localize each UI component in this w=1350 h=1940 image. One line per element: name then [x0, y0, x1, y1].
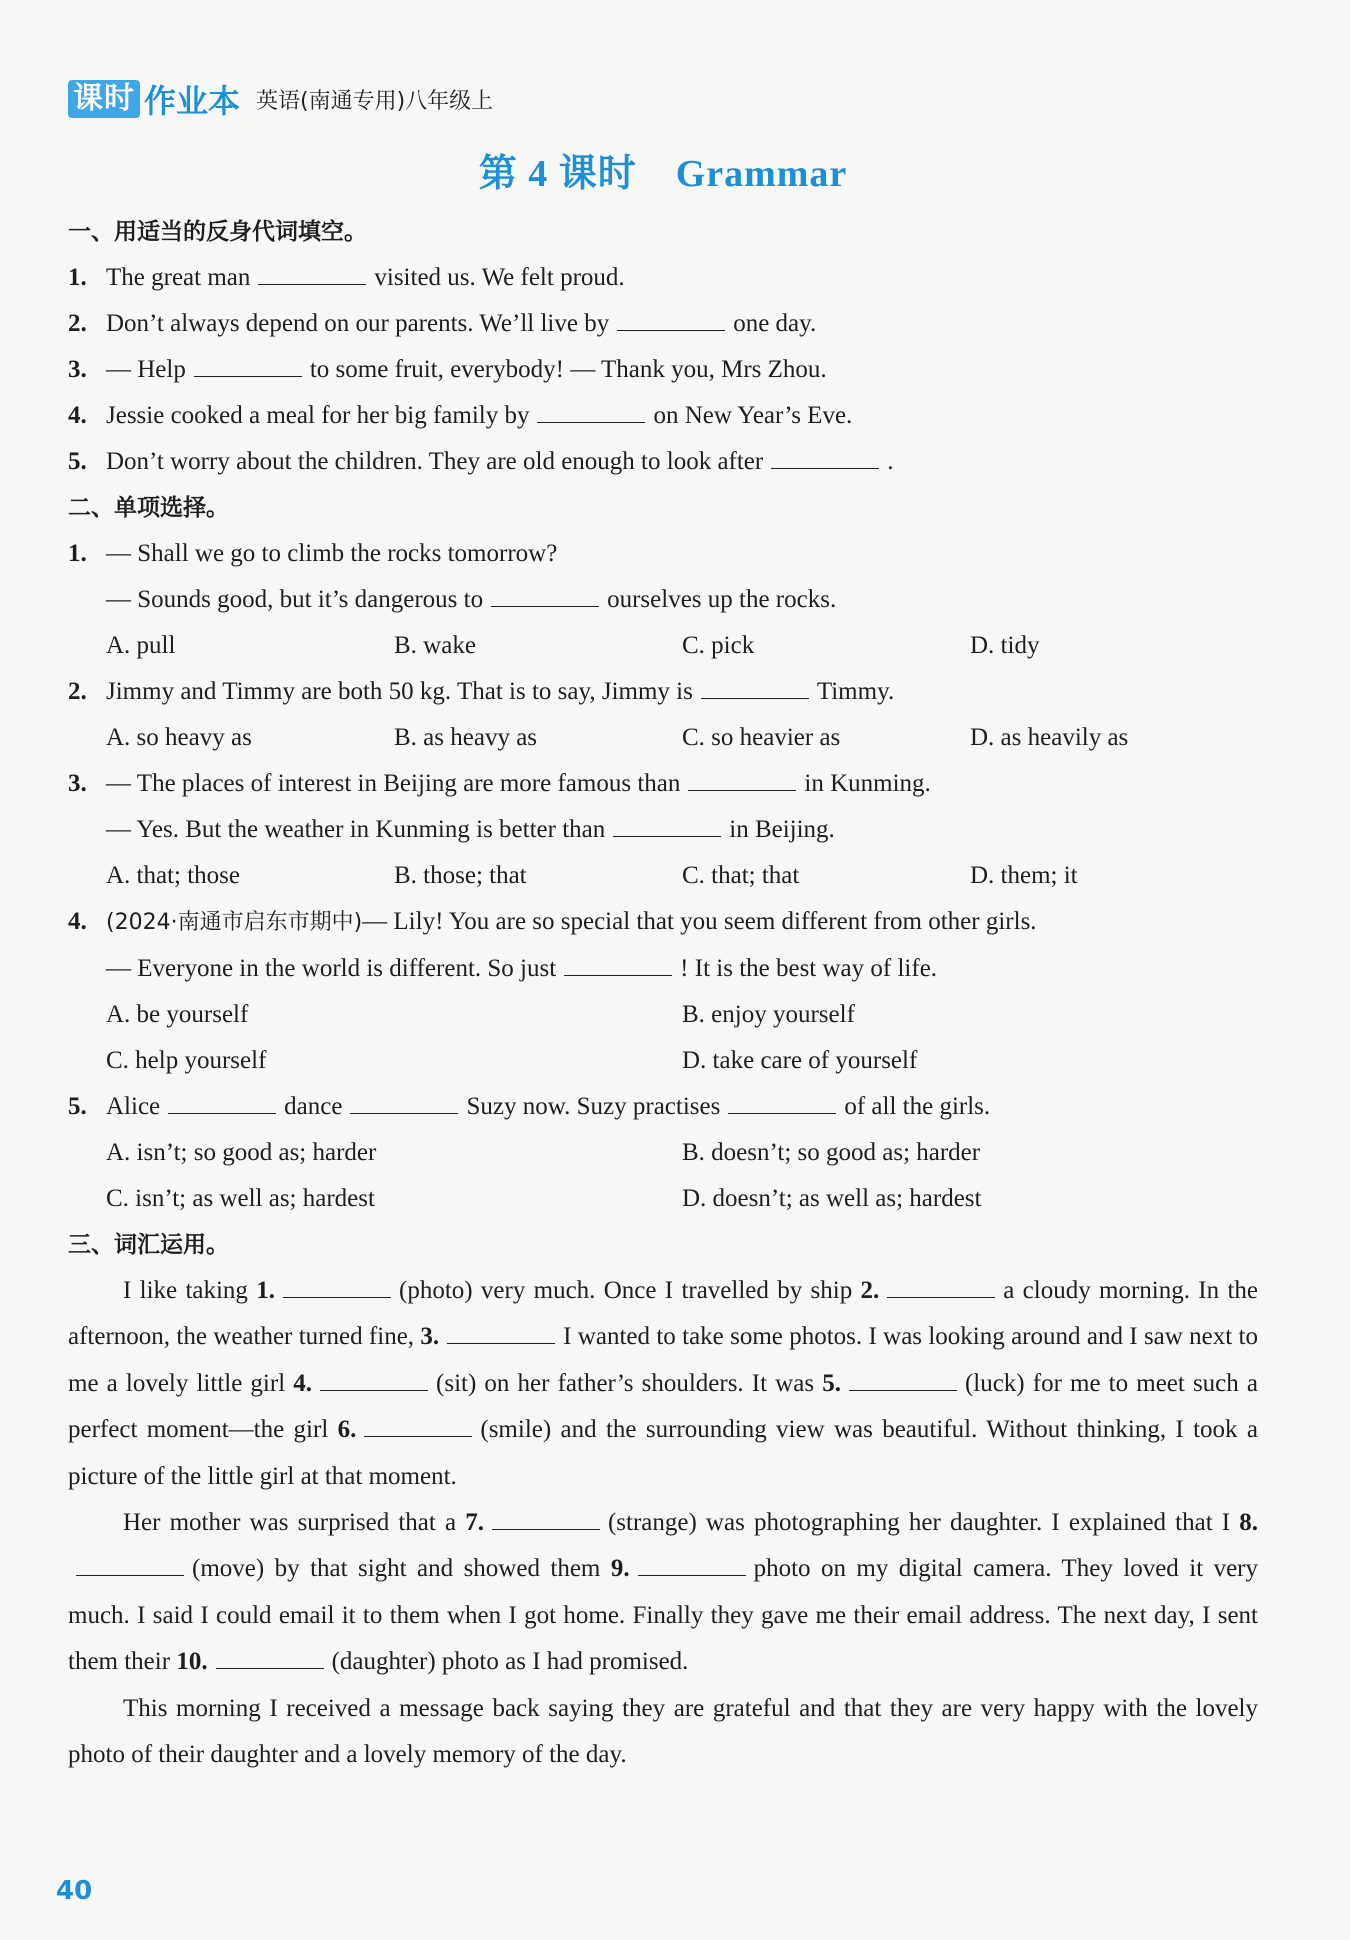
section-1-title: 一、用适当的反身代词填空。 [68, 219, 367, 245]
option-c[interactable]: C. isn’t; as well as; hardest [106, 1185, 375, 1212]
book-info: 英语(南通专用)八年级上 [256, 88, 494, 114]
s2-question-3: 3. — The places of interest in Beijing are more famous than in Kunming. [68, 761, 1258, 807]
s2-q4-options-row2 [68, 1038, 1258, 1084]
answer-blank[interactable] [617, 306, 725, 331]
option-c[interactable]: C. help yourself [106, 1047, 267, 1074]
answer-blank[interactable] [447, 1319, 555, 1344]
answer-blank[interactable] [492, 1505, 600, 1530]
option-c[interactable]: C. pick [682, 632, 755, 659]
option-a[interactable]: A. pull [106, 632, 176, 659]
page-number: 40 [56, 1876, 93, 1906]
option-d[interactable]: D. take care of yourself [682, 1047, 918, 1074]
option-d[interactable]: D. doesn’t; as well as; hardest [682, 1185, 982, 1212]
answer-blank[interactable] [564, 951, 672, 976]
option-a[interactable]: A. isn’t; so good as; harder [106, 1139, 377, 1166]
answer-blank[interactable] [491, 582, 599, 607]
answer-blank[interactable] [364, 1412, 472, 1437]
answer-blank[interactable] [283, 1273, 391, 1298]
option-b[interactable]: B. those; that [394, 862, 527, 889]
section-3-title: 三、词汇运用。 [68, 1232, 229, 1258]
s2-q4-options-row1 [68, 992, 1258, 1038]
answer-blank[interactable] [194, 352, 302, 377]
lesson-title: 第 4 课时 Grammar [478, 153, 848, 195]
answer-blank[interactable] [537, 398, 645, 423]
s2-q1-options [68, 623, 1258, 669]
s2-question-4: 4. (2024·南通市启东市期中)— Lily! You are so special that you seem different from other girls. [68, 908, 1037, 935]
option-b[interactable]: B. as heavy as [394, 724, 538, 751]
s1-question-3: 3. — Help to some fruit, everybody! — Thank you, Mrs Zhou. [68, 347, 1258, 393]
option-a[interactable]: A. be yourself [106, 1001, 249, 1028]
answer-blank[interactable] [613, 812, 721, 837]
brand-logo: 课时 [68, 80, 140, 118]
passage-paragraph-2: Her mother was surprised that a 7. (strange) was photographing her daughter. I explained that I 8.(move) by that sight and showed them 9. photo on my digital camera. They loved it very much. I said I could email it to them when I got home. Finally they gave me their email address. The next day, I sent them their 10. (daughter) photo as I had promised. [68, 1500, 1258, 1686]
s2-question-5: 5. Alice dance Suzy now. Suzy practises of all the girls. [68, 1084, 1258, 1130]
answer-blank[interactable] [728, 1089, 836, 1114]
s2-q5-options-row2 [68, 1176, 1258, 1222]
question-source: (2024·南通市启东市期中) [106, 910, 363, 935]
option-a[interactable]: A. that; those [106, 862, 241, 889]
option-b[interactable]: B. enjoy yourself [682, 1001, 855, 1028]
s2-question-1: 1. — Shall we go to climb the rocks tomorrow? [68, 540, 558, 567]
answer-blank[interactable] [258, 260, 366, 285]
option-c[interactable]: C. that; that [682, 862, 800, 889]
s1-question-4: 4. Jessie cooked a meal for her big family by on New Year’s Eve. [68, 393, 1258, 439]
s2-q3-options [68, 853, 1258, 899]
s1-question-5: 5. Don’t worry about the children. They are old enough to look after . [68, 439, 1258, 485]
option-a[interactable]: A. so heavy as [106, 724, 252, 751]
answer-blank[interactable] [771, 444, 879, 469]
option-d[interactable]: D. as heavily as [970, 724, 1129, 751]
answer-blank[interactable] [849, 1366, 957, 1391]
answer-blank[interactable] [320, 1366, 428, 1391]
answer-blank[interactable] [216, 1644, 324, 1669]
s1-question-1: 1. The great man visited us. We felt proud. [68, 255, 1258, 301]
option-b[interactable]: B. wake [394, 632, 476, 659]
option-d[interactable]: D. them; it [970, 862, 1078, 889]
answer-blank[interactable] [638, 1551, 746, 1576]
option-d[interactable]: D. tidy [970, 632, 1040, 659]
answer-blank[interactable] [76, 1551, 184, 1576]
worksheet-page: 课时 作业本 英语(南通专用)八年级上 第 4 课时 Grammar 一、用适当的反身代词填空。 1. The great man visited us. We felt proud. 2. Don’t always depend on our parents. We’ll live by one day. 3. — Help to some fruit, everybody! — Thank you, Mrs Zhou. 4. Jessie cooked a meal for her big family by on New Year’s Eve. 5. Don’t worry about the children. They are old enough to look after . 二、单项选择。 1. — Shall we go to climb the rocks tomorrow? — Sounds good, but it’s dangerous to ourselves up the rocks. A. pull B. wake C. pick D. tidy 2. Jimmy and Timmy are both 50 kg. That is to say, Jimmy is Timmy. A. so heavy as B. as heavy as C. so heavier as D. as heavily as 3. — The places of interest in Beijing are more famous than in Kunming. — Yes. But the weather in Kunming is better than in Beijing. A. that; those B. those; that C. that; that D. them; it 4. (2024·南通市启东市期中)— Lily! You are so special that you seem different from other girls. — Everyone in the world is different. So just ! It is the best way of life. A. be yourself B. enjoy yourself C. help yourself D. take care of yourself 5. Alice dance Suzy now. Suzy practises of all the girls. A. isn’t; so good as; harder B. doesn’t; so good as; harder C. isn’t; as well as; hardest D. doesn’t; as well as; hardest 三、词汇运用。 I like taking 1. (photo) very much. Once I travelled by ship 2. a cloudy morning. In the afternoon, the weather turned fine, 3. I wanted to take some photos. I was looking around and I saw next to me a lovely little girl 4. (sit) on her father’s shoulders. It was 5. (luck) for me to meet such a perfect moment—the girl 6. (smile) and the surrounding view was beautiful. Without thinking, I took a picture of the little girl at that moment. Her mother was surprised that a 7. (strange) was photographing her daughter. I explained that I 8.(move) by that sight and showed them 9. photo on my digital camera. They loved it very much. I said I could email it to them when I got home. Finally they gave me their email address. The next day, I sent them their 10. (daughter) photo as I had promised. This morning I received a message back saying they are grateful and that they are very happy with the lovely photo of their daughter and a lovely memory of the day. 40 [0, 0, 1350, 1940]
passage-paragraph-3: This morning I received a message back saying they are grateful and that they are very happy with the lovely photo of their daughter and a lovely memory of the day. [68, 1694, 1258, 1769]
s2-q2-options [68, 715, 1258, 761]
option-b[interactable]: B. doesn’t; so good as; harder [682, 1139, 981, 1166]
answer-blank[interactable] [350, 1089, 458, 1114]
answer-blank[interactable] [168, 1089, 276, 1114]
answer-blank[interactable] [887, 1273, 995, 1298]
s2-q5-options-row1 [68, 1130, 1258, 1176]
brand-name: 作业本 [144, 82, 241, 120]
option-c[interactable]: C. so heavier as [682, 724, 841, 751]
s1-question-2: 2. Don’t always depend on our parents. We’ll live by one day. [68, 301, 1258, 347]
passage-paragraph-1: I like taking 1. (photo) very much. Once I travelled by ship 2. a cloudy morning. In the afternoon, the weather turned fine, 3. I wanted to take some photos. I was looking around and I saw next to me a lovely little girl 4. (sit) on her father’s shoulders. It was 5. (luck) for me to meet such a perfect moment—the girl 6. (smile) and the surrounding view was beautiful. Without thinking, I took a picture of the little girl at that moment. [68, 1268, 1258, 1500]
answer-blank[interactable] [701, 674, 809, 699]
answer-blank[interactable] [688, 766, 796, 791]
s2-question-2: 2. Jimmy and Timmy are both 50 kg. That is to say, Jimmy is Timmy. [68, 669, 1258, 715]
page-header [68, 78, 1258, 120]
section-2-title: 二、单项选择。 [68, 495, 229, 521]
